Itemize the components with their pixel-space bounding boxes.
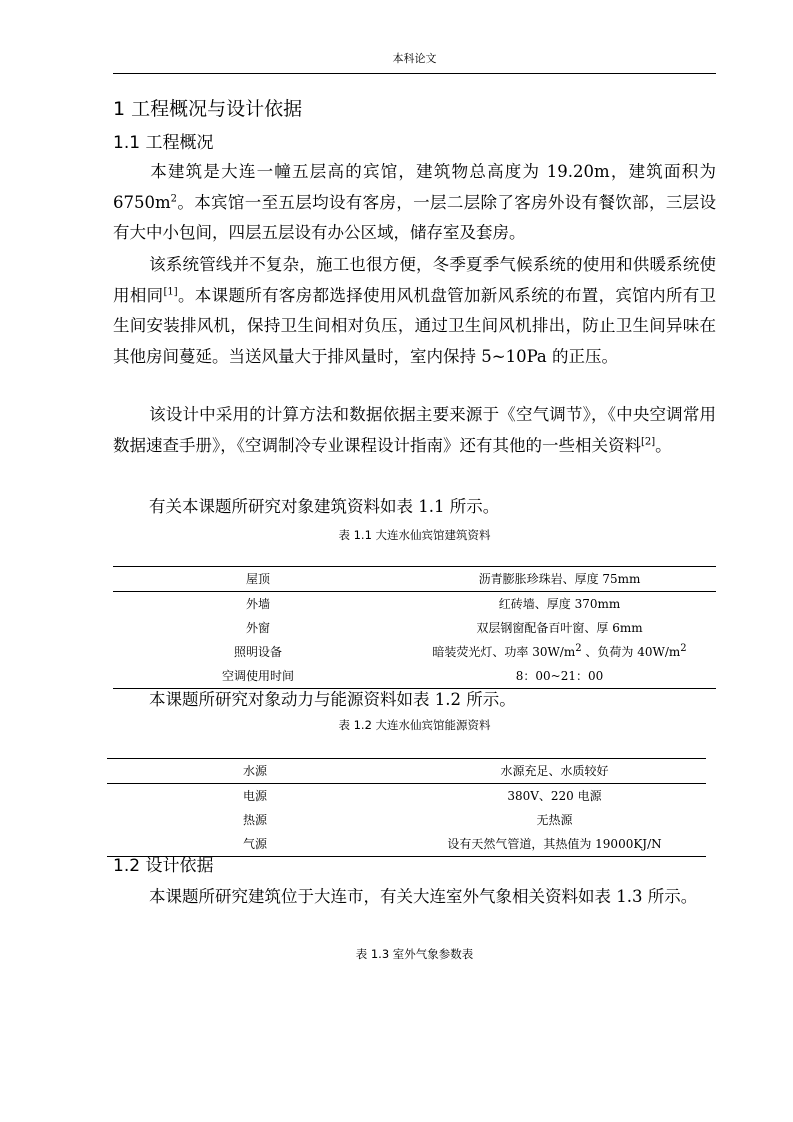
para1-text-a: 本建筑是大连一幢五层高的宾馆，建筑物总高度为 19.20m，建筑面积为 6750m [113, 162, 716, 212]
para3-text-a: 该设计中采用的计算方法和数据依据主要来源于《空气调节》，《中央空调常用数据速查手册》，《空调制冷专业课程设计指南》还有其他的一些相关资料 [113, 405, 716, 455]
table-cell-label: 电源 [242, 789, 267, 803]
page-header: 本科论文 [392, 52, 437, 65]
table-row [113, 592, 716, 617]
paragraph-data-sources [113, 400, 716, 461]
section-heading-1-2: 1.2 设计依据 [113, 856, 214, 876]
table-cell-label: 外墙 [245, 597, 270, 611]
paragraph-climate-intro: 本课题所研究建筑位于大连市，有关大连室外气象相关资料如表 1.3 所示。 [149, 887, 698, 906]
section-heading-1-1: 1.1 工程概况 [113, 133, 214, 153]
table-cell-value: 无热源 [536, 813, 573, 827]
section-heading-1: 1 工程概况与设计依据 [113, 98, 303, 120]
para1-superscript: 2 [170, 193, 178, 204]
table-cell-label: 屋顶 [113, 567, 403, 592]
table-cell-label: 空调使用时间 [113, 664, 403, 689]
para3-text-b: 。 [655, 435, 672, 455]
table-cell-value: 暗装荧光灯、功率 $30W/m^2$ 、负荷为 $40W/m^2$ [432, 643, 687, 659]
table-cell-label: 热源 [242, 813, 267, 827]
table-cell-label: 水源 [107, 759, 403, 784]
table-row [107, 759, 706, 784]
table-cell-label: 气源 [107, 832, 403, 857]
paragraph-system-description [113, 250, 716, 372]
table2-caption: 表 1.2 大连水仙宾馆能源资料 [338, 718, 491, 732]
table-row [107, 784, 706, 809]
table3-caption: 表 1.3 室外气象参数表 [355, 947, 474, 961]
table-cell-value: 8：00~21：00 [403, 664, 716, 689]
table-row [107, 808, 706, 832]
table-cell-value: 设有天然气管道，其热值为 19000KJ/N [403, 832, 706, 857]
table-cell-value: 水源充足、水质较好 [403, 759, 706, 784]
table-cell-label: 照明设备 [233, 645, 282, 659]
para3-citation: [2] [641, 436, 656, 447]
para2-citation: [1] [163, 286, 178, 297]
table-cell-label: 外窗 [245, 621, 270, 635]
table-cell-value: 双层钢窗配备百叶窗、厚 6mm [476, 621, 643, 635]
header-rule [113, 73, 716, 74]
para1-text-b: 。本宾馆一至五层均设有客房，一层二层除了客房外设有餐饮部，三层设有大中小包间，四层五层设有办公区域，储存室及套房。 [113, 192, 716, 242]
energy-data-table [107, 758, 706, 857]
table-row [113, 616, 716, 640]
paragraph-table2-intro: 本课题所研究对象动力与能源资料如表 1.2 所示。 [149, 690, 516, 709]
para2-text-b: 。本课题所有客房都选择使用风机盘管加新风系统的布置，宾馆内所有卫生间安装排风机，保持卫生间相对负压，通过卫生间风机排出，防止卫生间异味在其他房间蔓延。当送风量大于排风量时，室内保持 5~10Pa 的正压。 [113, 285, 717, 366]
paragraph-table1-intro: 有关本课题所研究对象建筑资料如表 1.1 所示。 [149, 497, 500, 516]
table-cell-value: 380V、220 电源 [507, 789, 602, 803]
table-row [113, 567, 716, 592]
building-data-table [113, 566, 716, 689]
table-row [113, 640, 716, 664]
table1-caption: 表 1.1 大连水仙宾馆建筑资料 [338, 528, 491, 542]
table-cell-value: 沥青膨胀珍珠岩、厚度 75mm [403, 567, 716, 592]
para2-text-a: 该系统管线并不复杂，施工也很方便，冬季夏季气候系统的使用和供暖系统使用相同 [113, 255, 716, 305]
table-cell-value: 红砖墙、厚度 370mm [498, 597, 621, 611]
table-row [107, 832, 706, 857]
paragraph-building-overview [113, 157, 716, 249]
